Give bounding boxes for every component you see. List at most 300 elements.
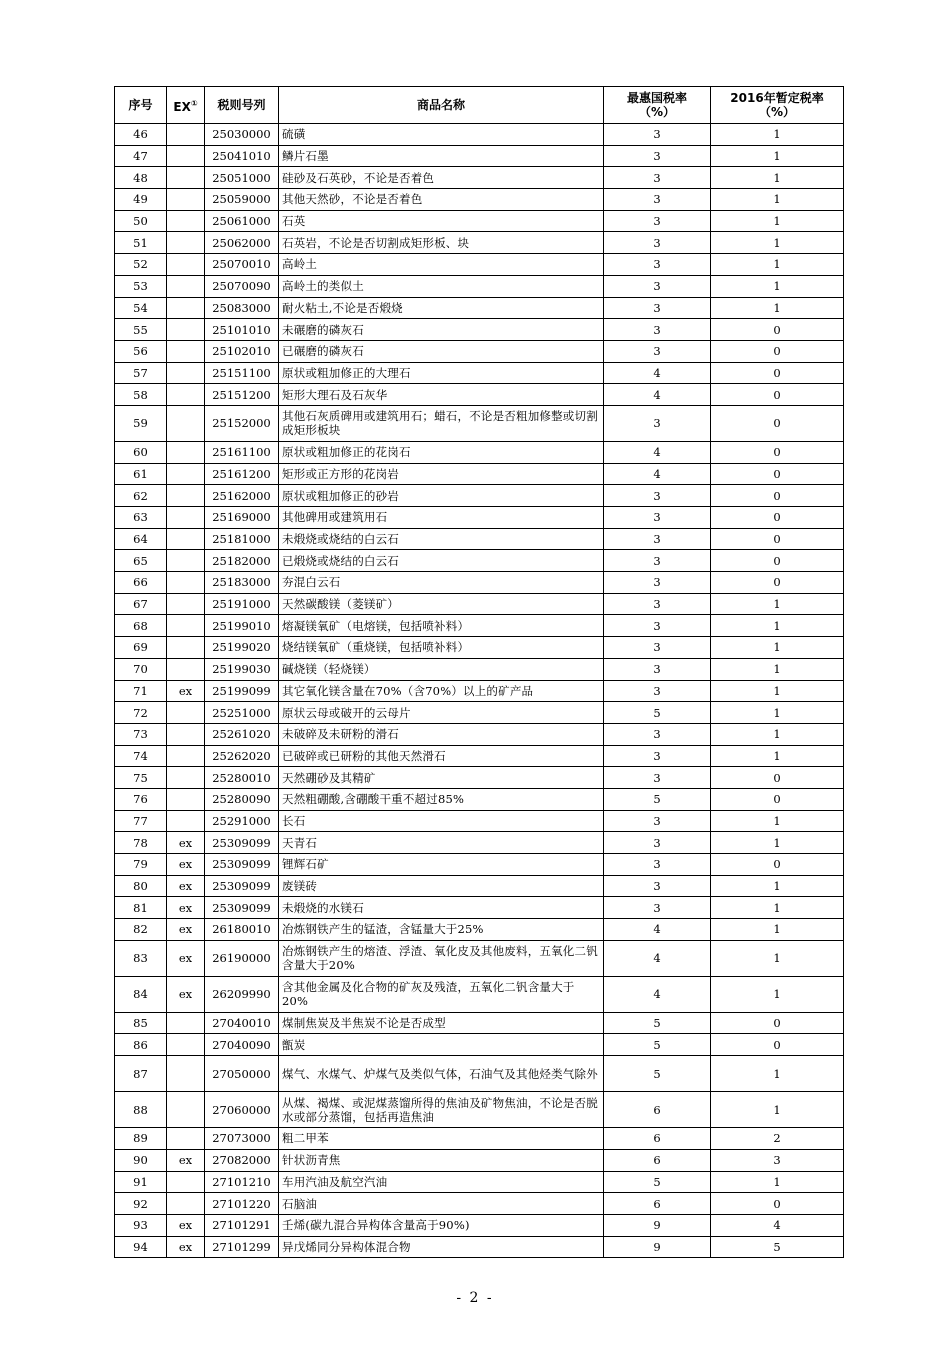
cell-mfn-rate: 3: [604, 124, 711, 146]
cell-name: 矩形或正方形的花岗岩: [279, 463, 604, 485]
cell-ex: [167, 210, 205, 232]
cell-temp-rate: 0: [711, 1193, 844, 1215]
table-row: [115, 1193, 844, 1215]
cell-temp-rate: 1: [711, 254, 844, 276]
cell-seq: 51: [115, 232, 167, 254]
cell-mfn-rate: 3: [604, 593, 711, 615]
cell-code: 25162000: [205, 485, 279, 507]
cell-ex: [167, 572, 205, 594]
cell-name: 煤制焦炭及半焦炭不论是否成型: [279, 1012, 604, 1034]
cell-ex: [167, 319, 205, 341]
cell-code: 26180010: [205, 919, 279, 941]
tariff-table: [114, 86, 844, 1258]
cell-name: 鳞片石墨: [279, 145, 604, 167]
cell-temp-rate: 0: [711, 788, 844, 810]
cell-seq: 85: [115, 1012, 167, 1034]
cell-temp-rate: 0: [711, 441, 844, 463]
header-name: 商品名称: [279, 87, 604, 124]
cell-seq: 70: [115, 658, 167, 680]
cell-code: 25181000: [205, 528, 279, 550]
table-row: [115, 1171, 844, 1193]
cell-ex: ex: [167, 976, 205, 1012]
cell-seq: 52: [115, 254, 167, 276]
cell-mfn-rate: 4: [604, 384, 711, 406]
cell-code: 25182000: [205, 550, 279, 572]
cell-temp-rate: 0: [711, 1034, 844, 1056]
cell-seq: 48: [115, 167, 167, 189]
cell-name: 甑炭: [279, 1034, 604, 1056]
table-row: [115, 507, 844, 529]
cell-seq: 68: [115, 615, 167, 637]
cell-seq: 47: [115, 145, 167, 167]
table-row: [115, 441, 844, 463]
cell-code: 25169000: [205, 507, 279, 529]
cell-ex: [167, 124, 205, 146]
cell-code: 25262020: [205, 745, 279, 767]
table-row: [115, 463, 844, 485]
table-row: [115, 1128, 844, 1150]
table-row: [115, 658, 844, 680]
cell-temp-rate: 0: [711, 507, 844, 529]
cell-name: 煤气、水煤气、炉煤气及类似气体，石油气及其他烃类气除外: [279, 1056, 604, 1092]
cell-mfn-rate: 3: [604, 297, 711, 319]
cell-seq: 59: [115, 405, 167, 441]
cell-ex: [167, 1128, 205, 1150]
cell-ex: [167, 810, 205, 832]
cell-ex: [167, 340, 205, 362]
cell-mfn-rate: 3: [604, 405, 711, 441]
cell-mfn-rate: 5: [604, 1034, 711, 1056]
cell-seq: 50: [115, 210, 167, 232]
cell-seq: 83: [115, 940, 167, 976]
cell-code: 27050000: [205, 1056, 279, 1092]
cell-ex: [167, 767, 205, 789]
cell-seq: 72: [115, 702, 167, 724]
cell-mfn-rate: 4: [604, 463, 711, 485]
table-row: [115, 897, 844, 919]
cell-code: 27060000: [205, 1092, 279, 1128]
table-row: [115, 1214, 844, 1236]
table-row: [115, 854, 844, 876]
cell-mfn-rate: 3: [604, 254, 711, 276]
cell-name: 冶炼钢铁产生的熔渣、浮渣、氧化皮及其他废料，五氧化二钒含量大于20%: [279, 940, 604, 976]
table-row: [115, 297, 844, 319]
table-row: [115, 788, 844, 810]
cell-ex: [167, 593, 205, 615]
cell-temp-rate: 1: [711, 1171, 844, 1193]
table-row: [115, 680, 844, 702]
cell-temp-rate: 1: [711, 210, 844, 232]
cell-temp-rate: 0: [711, 384, 844, 406]
cell-seq: 93: [115, 1214, 167, 1236]
cell-code: 25191000: [205, 593, 279, 615]
cell-seq: 54: [115, 297, 167, 319]
cell-name: 原状或粗加修正的花岗石: [279, 441, 604, 463]
table-row: [115, 919, 844, 941]
cell-mfn-rate: 3: [604, 572, 711, 594]
cell-name: 已破碎或已研粉的其他天然滑石: [279, 745, 604, 767]
cell-name: 含其他金属及化合物的矿灰及残渣，五氧化二钒含量大于20%: [279, 976, 604, 1012]
cell-ex: ex: [167, 897, 205, 919]
cell-temp-rate: 0: [711, 767, 844, 789]
cell-mfn-rate: 5: [604, 1012, 711, 1034]
cell-ex: [167, 405, 205, 441]
cell-name: 高岭土的类似土: [279, 275, 604, 297]
cell-name: 已煅烧或烧结的白云石: [279, 550, 604, 572]
cell-code: 25309099: [205, 832, 279, 854]
cell-seq: 84: [115, 976, 167, 1012]
cell-ex: [167, 1012, 205, 1034]
cell-name: 长石: [279, 810, 604, 832]
cell-seq: 92: [115, 1193, 167, 1215]
cell-mfn-rate: 4: [604, 919, 711, 941]
cell-name: 未碾磨的磷灰石: [279, 319, 604, 341]
cell-temp-rate: 0: [711, 340, 844, 362]
cell-seq: 76: [115, 788, 167, 810]
cell-mfn-rate: 3: [604, 275, 711, 297]
cell-temp-rate: 0: [711, 1012, 844, 1034]
cell-ex: [167, 788, 205, 810]
cell-name: 碱烧镁（轻烧镁）: [279, 658, 604, 680]
cell-ex: [167, 1092, 205, 1128]
table-row: [115, 275, 844, 297]
cell-temp-rate: 1: [711, 275, 844, 297]
cell-name: 未破碎及未研粉的滑石: [279, 723, 604, 745]
cell-mfn-rate: 9: [604, 1214, 711, 1236]
cell-name: 车用汽油及航空汽油: [279, 1171, 604, 1193]
header-code: 税则号列: [205, 87, 279, 124]
cell-mfn-rate: 3: [604, 897, 711, 919]
table-row: [115, 362, 844, 384]
cell-code: 25309099: [205, 854, 279, 876]
table-row: [115, 593, 844, 615]
cell-temp-rate: 1: [711, 745, 844, 767]
cell-temp-rate: 1: [711, 124, 844, 146]
cell-ex: ex: [167, 940, 205, 976]
cell-ex: ex: [167, 1214, 205, 1236]
cell-code: 25101010: [205, 319, 279, 341]
cell-mfn-rate: 3: [604, 723, 711, 745]
table-row: [115, 1034, 844, 1056]
cell-name: 高岭土: [279, 254, 604, 276]
cell-temp-rate: 1: [711, 723, 844, 745]
cell-ex: ex: [167, 832, 205, 854]
table-row: [115, 405, 844, 441]
cell-code: 25051000: [205, 167, 279, 189]
cell-name: 锂辉石矿: [279, 854, 604, 876]
table-row: [115, 767, 844, 789]
cell-name: 异戊烯同分异构体混合物: [279, 1236, 604, 1258]
cell-mfn-rate: 9: [604, 1236, 711, 1258]
cell-ex: [167, 254, 205, 276]
cell-seq: 71: [115, 680, 167, 702]
cell-seq: 91: [115, 1171, 167, 1193]
cell-ex: ex: [167, 1236, 205, 1258]
cell-mfn-rate: 6: [604, 1092, 711, 1128]
cell-code: 25059000: [205, 189, 279, 211]
cell-mfn-rate: 4: [604, 362, 711, 384]
cell-ex: [167, 275, 205, 297]
cell-mfn-rate: 3: [604, 210, 711, 232]
cell-mfn-rate: 5: [604, 702, 711, 724]
cell-mfn-rate: 3: [604, 875, 711, 897]
cell-temp-rate: 1: [711, 145, 844, 167]
cell-temp-rate: 0: [711, 485, 844, 507]
cell-mfn-rate: 3: [604, 680, 711, 702]
cell-seq: 73: [115, 723, 167, 745]
cell-mfn-rate: 3: [604, 319, 711, 341]
cell-name: 硫磺: [279, 124, 604, 146]
cell-seq: 88: [115, 1092, 167, 1128]
cell-mfn-rate: 3: [604, 485, 711, 507]
cell-ex: ex: [167, 680, 205, 702]
cell-code: 25102010: [205, 340, 279, 362]
table-row: [115, 189, 844, 211]
cell-name: 天然碳酸镁（菱镁矿）: [279, 593, 604, 615]
table-row: [115, 810, 844, 832]
cell-seq: 87: [115, 1056, 167, 1092]
table-row: [115, 528, 844, 550]
cell-temp-rate: 1: [711, 919, 844, 941]
cell-mfn-rate: 3: [604, 340, 711, 362]
table-row: [115, 615, 844, 637]
cell-seq: 86: [115, 1034, 167, 1056]
table-row: [115, 124, 844, 146]
cell-seq: 53: [115, 275, 167, 297]
cell-temp-rate: 1: [711, 167, 844, 189]
cell-name: 粗二甲苯: [279, 1128, 604, 1150]
cell-code: 25309099: [205, 875, 279, 897]
table-row: [115, 485, 844, 507]
cell-seq: 58: [115, 384, 167, 406]
table-row: [115, 232, 844, 254]
cell-temp-rate: 1: [711, 810, 844, 832]
cell-code: 27101299: [205, 1236, 279, 1258]
cell-mfn-rate: 3: [604, 189, 711, 211]
cell-code: 27040010: [205, 1012, 279, 1034]
cell-seq: 60: [115, 441, 167, 463]
cell-code: 25152000: [205, 405, 279, 441]
cell-seq: 46: [115, 124, 167, 146]
cell-mfn-rate: 6: [604, 1128, 711, 1150]
cell-code: 25151100: [205, 362, 279, 384]
cell-ex: [167, 1171, 205, 1193]
cell-code: 25280010: [205, 767, 279, 789]
cell-ex: [167, 463, 205, 485]
cell-temp-rate: 0: [711, 528, 844, 550]
cell-code: 25251000: [205, 702, 279, 724]
cell-ex: ex: [167, 1149, 205, 1171]
cell-code: 25183000: [205, 572, 279, 594]
cell-ex: [167, 1034, 205, 1056]
header-temp-rate: 2016年暂定税率 （%）: [711, 87, 844, 124]
cell-mfn-rate: 3: [604, 232, 711, 254]
cell-name: 其他碑用或建筑用石: [279, 507, 604, 529]
cell-code: 25070010: [205, 254, 279, 276]
cell-code: 25083000: [205, 297, 279, 319]
cell-temp-rate: 1: [711, 702, 844, 724]
cell-code: 25070090: [205, 275, 279, 297]
table-row: [115, 550, 844, 572]
header-seq: 序号: [115, 87, 167, 124]
table-row: [115, 384, 844, 406]
cell-ex: [167, 189, 205, 211]
cell-seq: 78: [115, 832, 167, 854]
cell-ex: ex: [167, 919, 205, 941]
cell-name: 天青石: [279, 832, 604, 854]
table-row: [115, 1056, 844, 1092]
cell-temp-rate: 4: [711, 1214, 844, 1236]
cell-name: 其他天然砂，不论是否着色: [279, 189, 604, 211]
cell-temp-rate: 1: [711, 658, 844, 680]
cell-temp-rate: 0: [711, 550, 844, 572]
cell-mfn-rate: 3: [604, 615, 711, 637]
cell-ex: [167, 297, 205, 319]
cell-name: 硅砂及石英砂，不论是否着色: [279, 167, 604, 189]
cell-name: 冶炼钢铁产生的锰渣，含锰量大于25%: [279, 919, 604, 941]
cell-ex: [167, 362, 205, 384]
table-row: [115, 167, 844, 189]
cell-mfn-rate: 5: [604, 788, 711, 810]
cell-seq: 56: [115, 340, 167, 362]
cell-code: 25030000: [205, 124, 279, 146]
cell-name: 废镁砖: [279, 875, 604, 897]
cell-ex: [167, 507, 205, 529]
cell-code: 25291000: [205, 810, 279, 832]
cell-seq: 75: [115, 767, 167, 789]
table-row: [115, 1012, 844, 1034]
cell-name: 熔凝镁氧矿（电熔镁，包括喷补料）: [279, 615, 604, 637]
cell-code: 27101210: [205, 1171, 279, 1193]
cell-temp-rate: 1: [711, 189, 844, 211]
cell-code: 25062000: [205, 232, 279, 254]
cell-temp-rate: 1: [711, 1092, 844, 1128]
cell-mfn-rate: 3: [604, 145, 711, 167]
cell-seq: 94: [115, 1236, 167, 1258]
cell-temp-rate: 0: [711, 463, 844, 485]
cell-code: 27101291: [205, 1214, 279, 1236]
cell-code: 26209990: [205, 976, 279, 1012]
cell-code: 25309099: [205, 897, 279, 919]
cell-name: 石英岩，不论是否切割成矩形板、块: [279, 232, 604, 254]
header-mfn-rate: 最惠国税率 （%）: [604, 87, 711, 124]
cell-seq: 61: [115, 463, 167, 485]
cell-temp-rate: 1: [711, 875, 844, 897]
cell-mfn-rate: 3: [604, 637, 711, 659]
cell-name: 其他石灰质碑用或建筑用石；蜡石，不论是否粗加修整或切割成矩形板块: [279, 405, 604, 441]
cell-mfn-rate: 6: [604, 1193, 711, 1215]
cell-code: 25161100: [205, 441, 279, 463]
cell-temp-rate: 1: [711, 897, 844, 919]
cell-mfn-rate: 3: [604, 767, 711, 789]
cell-name: 原状或粗加修正的大理石: [279, 362, 604, 384]
table-row: [115, 723, 844, 745]
cell-seq: 55: [115, 319, 167, 341]
table-row: [115, 976, 844, 1012]
cell-mfn-rate: 3: [604, 810, 711, 832]
table-row: [115, 145, 844, 167]
cell-name: 烧结镁氧矿（重烧镁，包括喷补料）: [279, 637, 604, 659]
cell-mfn-rate: 3: [604, 745, 711, 767]
cell-name: 天然粗硼酸,含硼酸干重不超过85%: [279, 788, 604, 810]
cell-ex: [167, 1056, 205, 1092]
cell-ex: [167, 615, 205, 637]
cell-seq: 66: [115, 572, 167, 594]
cell-code: 26190000: [205, 940, 279, 976]
cell-name: 未煅烧的水镁石: [279, 897, 604, 919]
cell-code: 25061000: [205, 210, 279, 232]
cell-seq: 79: [115, 854, 167, 876]
cell-seq: 62: [115, 485, 167, 507]
cell-ex: [167, 167, 205, 189]
cell-temp-rate: 0: [711, 572, 844, 594]
cell-ex: [167, 550, 205, 572]
table-row: [115, 875, 844, 897]
cell-ex: [167, 485, 205, 507]
cell-ex: [167, 637, 205, 659]
cell-seq: 67: [115, 593, 167, 615]
table-row: [115, 319, 844, 341]
cell-ex: ex: [167, 875, 205, 897]
table-body: [115, 124, 844, 1258]
cell-code: 25041010: [205, 145, 279, 167]
cell-code: 25199030: [205, 658, 279, 680]
cell-temp-rate: 0: [711, 362, 844, 384]
cell-code: 25199020: [205, 637, 279, 659]
page-number: - 2 -: [456, 1290, 494, 1306]
cell-temp-rate: 5: [711, 1236, 844, 1258]
cell-name: 天然硼砂及其精矿: [279, 767, 604, 789]
table-row: [115, 254, 844, 276]
header-ex: EX①: [167, 87, 205, 124]
cell-temp-rate: 1: [711, 680, 844, 702]
cell-temp-rate: 3: [711, 1149, 844, 1171]
cell-temp-rate: 1: [711, 232, 844, 254]
cell-ex: ex: [167, 854, 205, 876]
cell-code: 25161200: [205, 463, 279, 485]
cell-code: 27073000: [205, 1128, 279, 1150]
cell-ex: [167, 232, 205, 254]
cell-seq: 65: [115, 550, 167, 572]
cell-mfn-rate: 3: [604, 832, 711, 854]
cell-temp-rate: 1: [711, 832, 844, 854]
cell-code: 25199099: [205, 680, 279, 702]
cell-code: 27082000: [205, 1149, 279, 1171]
cell-code: 27101220: [205, 1193, 279, 1215]
cell-seq: 57: [115, 362, 167, 384]
cell-temp-rate: 1: [711, 615, 844, 637]
table-row: [115, 745, 844, 767]
table-row: [115, 1092, 844, 1128]
table-row: [115, 572, 844, 594]
cell-mfn-rate: 5: [604, 1171, 711, 1193]
footnote-marker: ①: [190, 98, 198, 108]
table-row: [115, 1149, 844, 1171]
cell-mfn-rate: 3: [604, 854, 711, 876]
cell-seq: 82: [115, 919, 167, 941]
cell-mfn-rate: 6: [604, 1149, 711, 1171]
cell-name: 其它氧化镁含量在70%（含70%）以上的矿产品: [279, 680, 604, 702]
cell-mfn-rate: 3: [604, 507, 711, 529]
cell-mfn-rate: 3: [604, 528, 711, 550]
cell-ex: [167, 1193, 205, 1215]
cell-mfn-rate: 3: [604, 167, 711, 189]
cell-name: 石脑油: [279, 1193, 604, 1215]
cell-mfn-rate: 4: [604, 441, 711, 463]
cell-ex: [167, 384, 205, 406]
cell-mfn-rate: 3: [604, 658, 711, 680]
cell-name: 耐火粘土,不论是否煅烧: [279, 297, 604, 319]
